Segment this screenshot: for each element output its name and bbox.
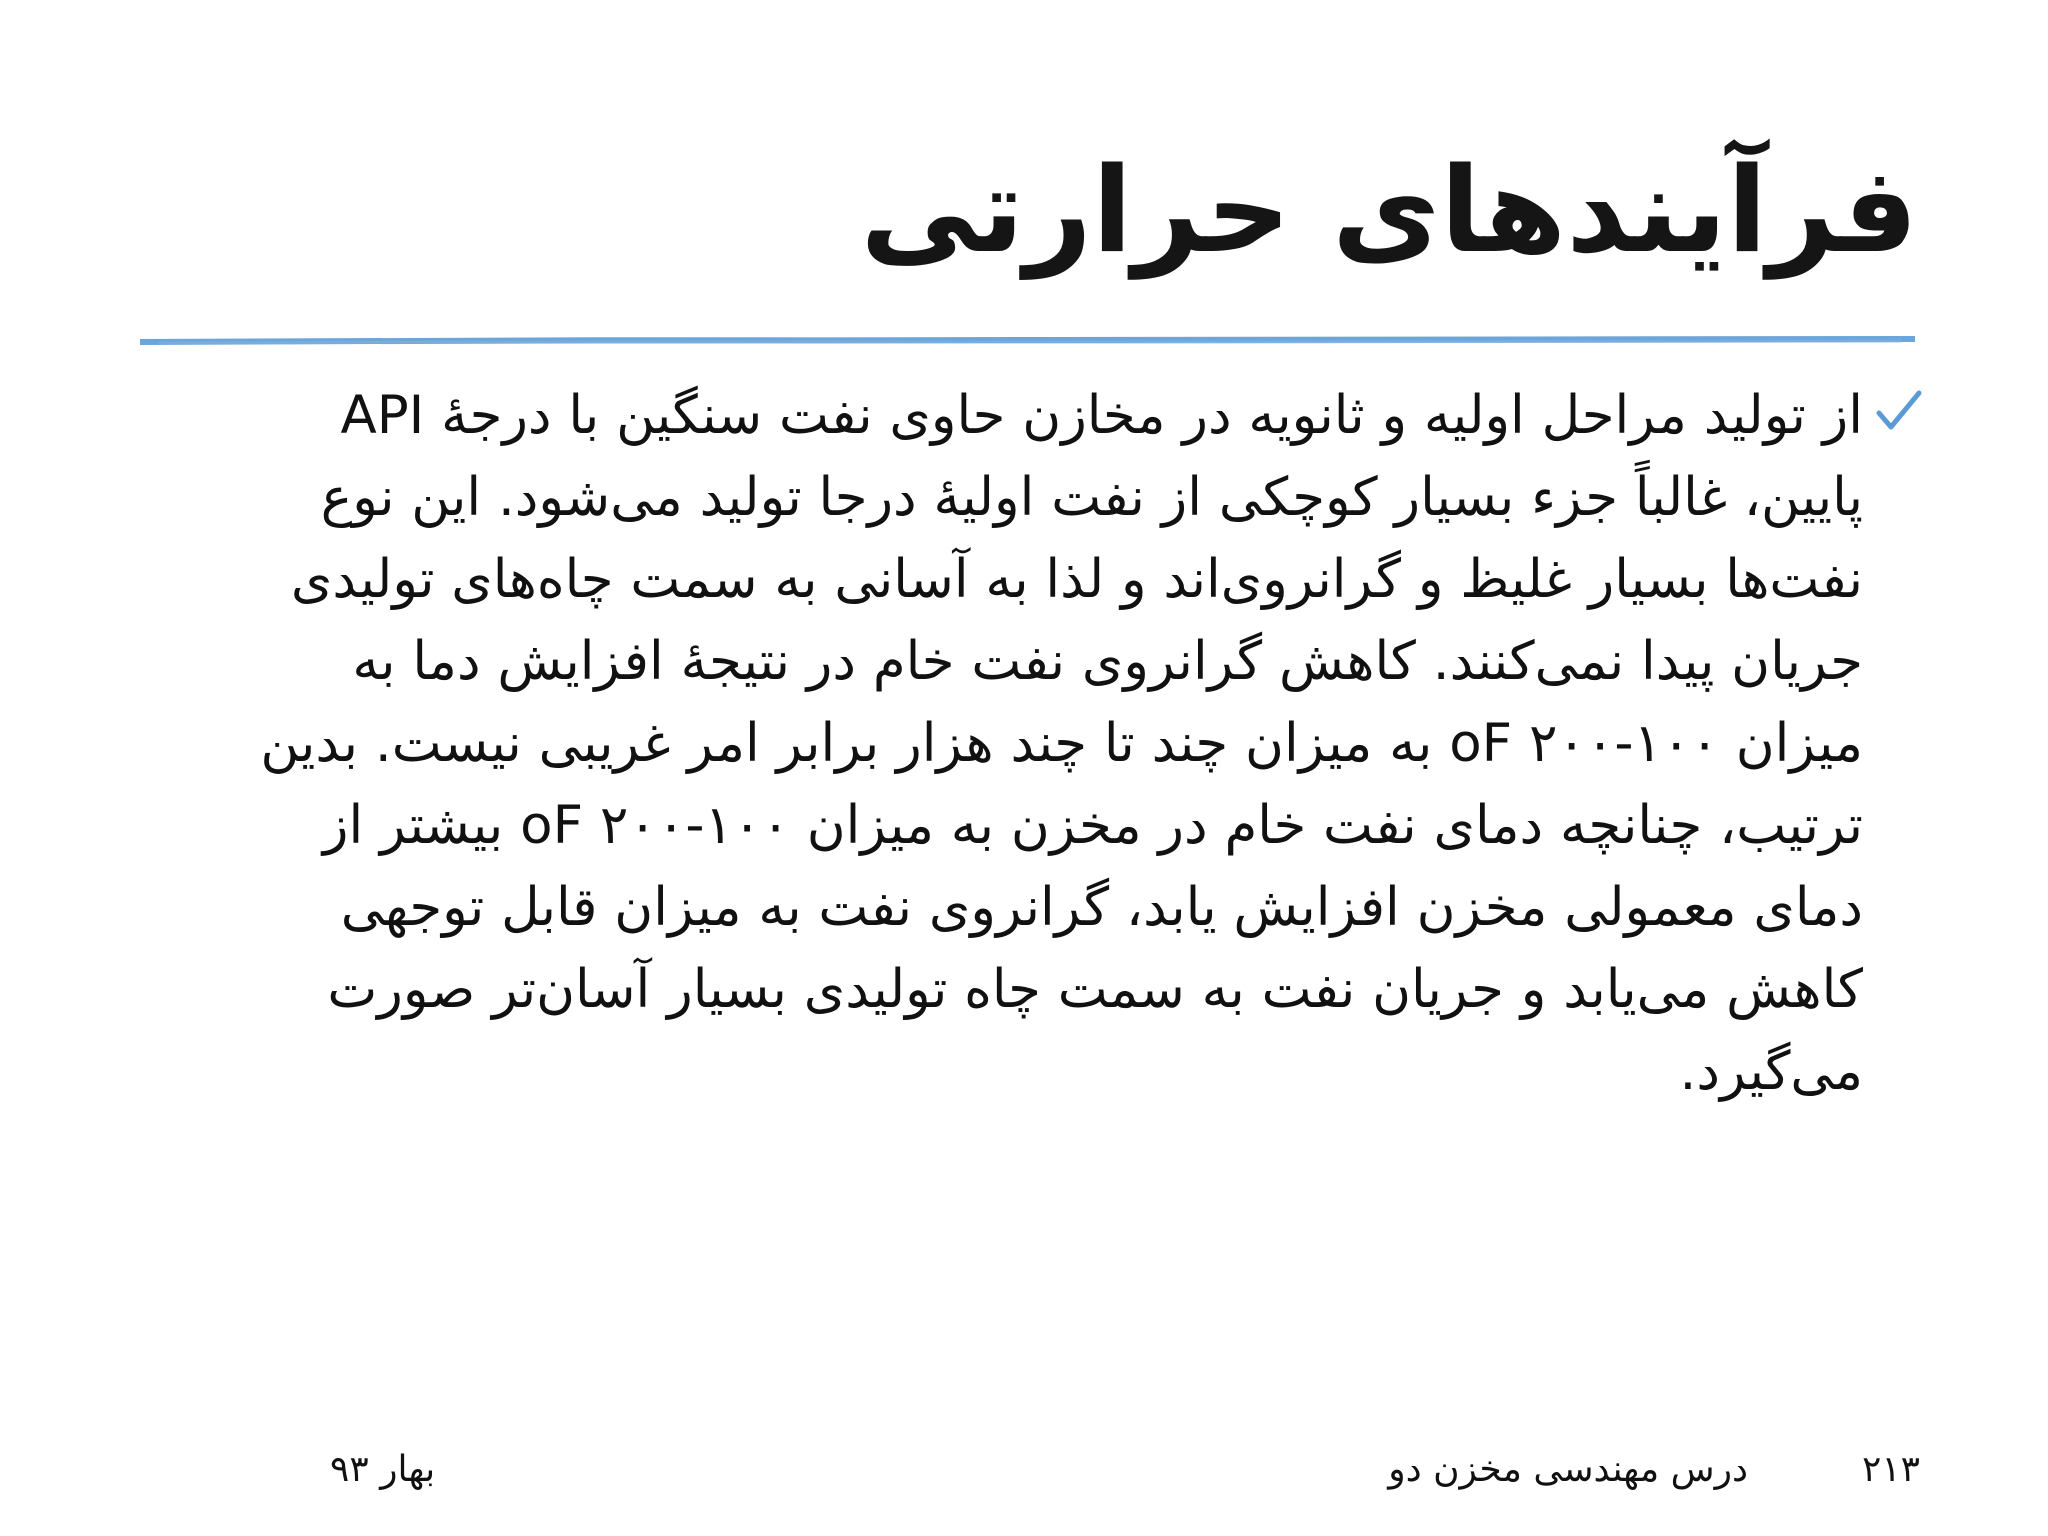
title-divider [140,334,1915,348]
slide-title: فرآیندهای حرارتی [860,141,1918,279]
bullet-text: از تولید مراحل اولیه و ثانویه در مخازن حاوی نفت سنگین با درجهٔ API پایین، غالباً جزء بسیار کوچکی از نفت اولیهٔ درجا تولید می‌شود. این نوع نفت‌ها بسیار غلیظ و گرانروی‌اند و لذا به آسانی به سمت چاه‌های تولیدی جریان پیدا نمی‌کنند. کاهش گرانروی نفت خام در نتیجهٔ افزایش دما به میزان oF ۲۰۰-۱۰۰ به میزان چند تا چند هزار برابر امر غریبی نیست. بدین ترتیب، چنانچه دمای نفت خام در مخزن به میزان oF ۲۰۰-۱۰۰ بیشتر از دمای معمولی مخزن افزایش یابد، گرانروی نفت به میزان قابل توجهی کاهش می‌یابد و جریان نفت به سمت چاه تولیدی بسیار آسان‌تر صورت می‌گیرد. [260,385,1863,1102]
bullet-item [203,375,1923,1175]
course-name: درس مهندسی مخزن دو [1388,1449,1748,1490]
page-number: ۲۱۳ [1861,1449,1920,1490]
check-icon [1873,387,1923,437]
term-label: بهار ۹۳ [330,1449,436,1490]
